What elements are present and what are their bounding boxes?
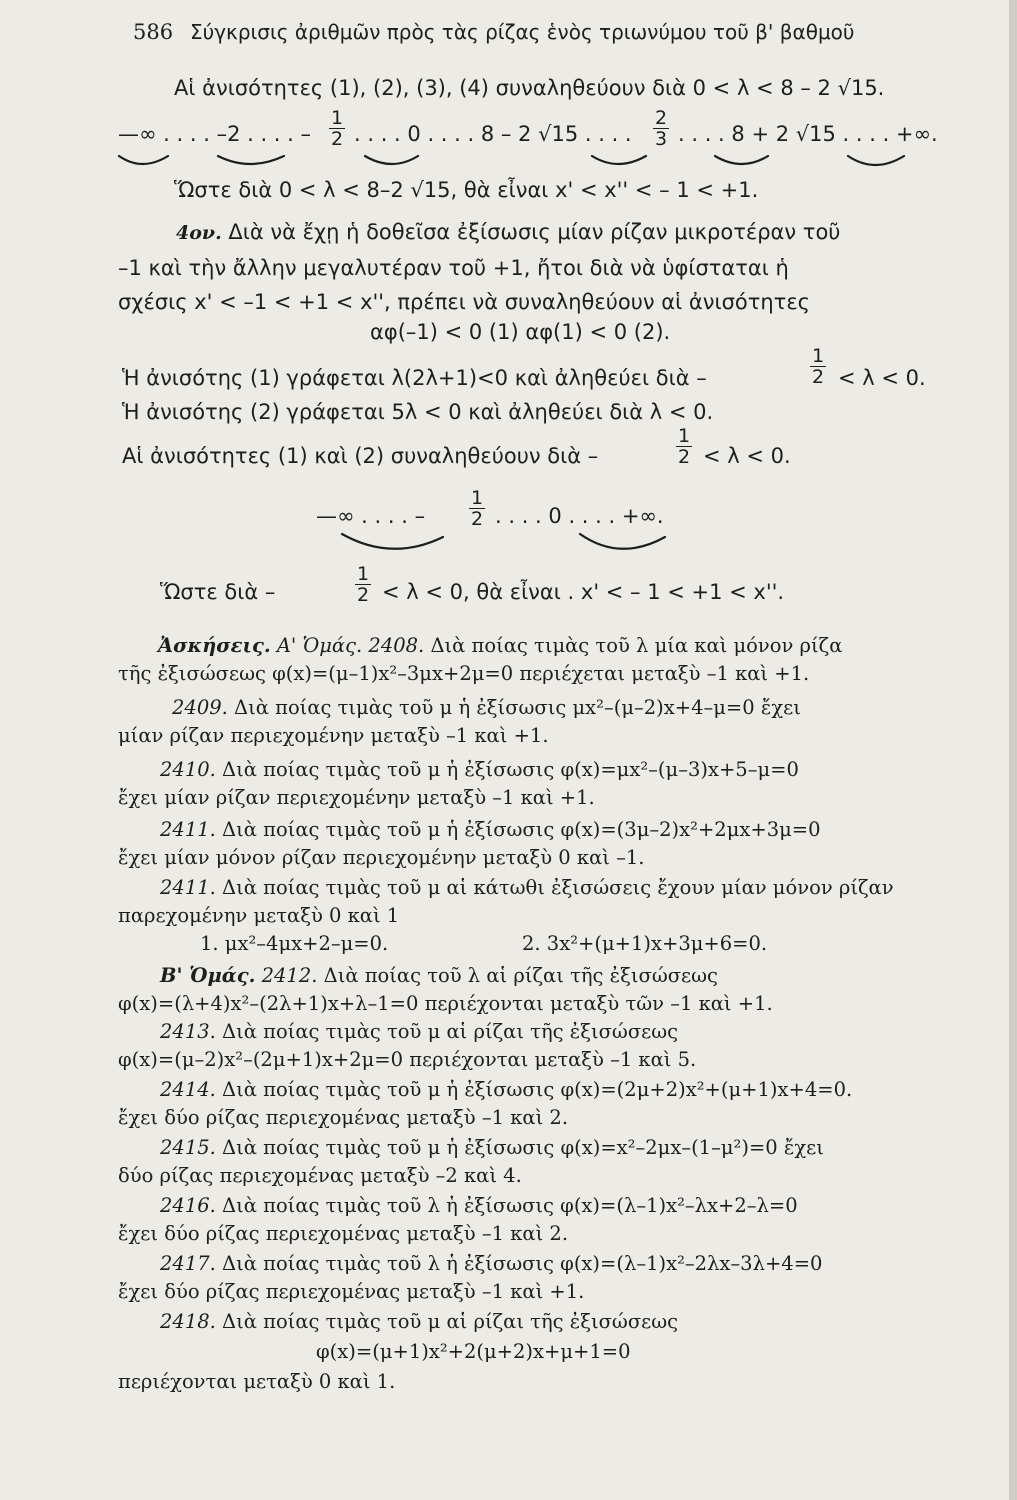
sub-equation-2: 2. 3x²+(μ+1)x+3μ+6=0. bbox=[522, 932, 768, 955]
both-ineq-end: < λ < 0. bbox=[703, 444, 791, 468]
exercise-text: φ(x)=(μ+1)x²+2(μ+2)x+μ+1=0 bbox=[316, 1340, 631, 1363]
exercise-text: Διὰ ποίας τιμὰς τοῦ μ ἡ ἐξίσωσις φ(x)=(2μ+2)x²+(μ+1)x+4=0. bbox=[222, 1078, 853, 1101]
axis-part-1: —∞ . . . . –2 . . . . – bbox=[118, 122, 312, 146]
exercise-number: 2414. bbox=[160, 1078, 216, 1101]
exercise-text: φ(x)=(μ–2)x²–(2μ+1)x+2μ=0 περιέχονται μεταξὺ –1 καὶ 5. bbox=[118, 1048, 697, 1071]
interval-brace bbox=[580, 534, 665, 549]
exercise-number: 2410. bbox=[160, 758, 216, 781]
exercise-number: 2411. bbox=[160, 876, 216, 899]
interval-brace bbox=[592, 156, 646, 164]
exercise-number: 2412. bbox=[261, 964, 318, 987]
interval-brace bbox=[218, 156, 284, 164]
ineq1-end: < λ < 0. bbox=[838, 366, 926, 390]
interval-brace bbox=[342, 534, 443, 549]
axis2-right: . . . . 0 . . . . +∞. bbox=[495, 504, 664, 528]
group-b-label: Β' Ὁμάς. bbox=[160, 964, 256, 987]
case3-line1: Αἱ ἀνισότητες (1), (2), (3), (4) συναληθεύουν διὰ 0 < λ < 8 – 2 √15. bbox=[174, 76, 885, 100]
ex-2417-wrap bbox=[160, 1252, 822, 1276]
case4-conditions: αφ(–1) < 0 (1) αφ(1) < 0 (2). bbox=[370, 320, 671, 344]
exercise-number: 2408. bbox=[368, 634, 425, 657]
fraction-numerator: 1 bbox=[678, 425, 691, 447]
axis-part-3: . . . . 8 + 2 √15 . . . . +∞. bbox=[678, 122, 938, 146]
ineq1-fraction bbox=[810, 346, 826, 387]
ex-2412-wrap bbox=[160, 964, 718, 988]
exercise-number: 2416. bbox=[160, 1194, 216, 1217]
fraction-numerator: 1 bbox=[331, 107, 344, 129]
exercise-text: Διὰ ποίας τιμὰς τοῦ μ ἡ ἐξίσωσις φ(x)=(3μ–2)x²+2μx+3μ=0 bbox=[222, 818, 821, 841]
exercise-text: παρεχομένην μεταξὺ 0 καὶ 1 bbox=[118, 904, 400, 927]
exercise-text: περιέχονται μεταξὺ 0 καὶ 1. bbox=[118, 1370, 396, 1393]
interval-brace bbox=[715, 156, 768, 164]
axis2-left: —∞ . . . . – bbox=[316, 504, 426, 528]
exercise-text: Διὰ ποίας τοῦ λ αἱ ρίζαι τῆς ἐξισώσεως bbox=[323, 964, 718, 987]
both-ineq-text: Αἱ ἀνισότητες (1) καὶ (2) συναληθεύουν διὰ – bbox=[122, 444, 599, 468]
fraction-numerator: 1 bbox=[812, 345, 825, 367]
ex-2418-wrap bbox=[160, 1310, 678, 1334]
ex-2415-wrap bbox=[160, 1136, 824, 1160]
group-a-label: Α' Ὁμάς. bbox=[276, 634, 363, 657]
ex-2411b-wrap bbox=[160, 876, 894, 900]
interval-brace bbox=[119, 156, 168, 164]
case4-conclusion-left: Ὥστε διὰ – bbox=[160, 580, 276, 604]
exercise-text: ἔχει δύο ρίζας περιεχομένας μεταξὺ –1 καὶ 2. bbox=[118, 1222, 569, 1245]
case4-line2: –1 καὶ τὴν ἄλλην μεγαλυτέραν τοῦ +1, ἤτοι διὰ νὰ ὑφίσταται ἡ bbox=[118, 256, 789, 280]
ineq2-text: Ἡ ἀνισότης (2) γράφεται 5λ < 0 καὶ ἀληθεύει διὰ λ < 0. bbox=[122, 400, 714, 424]
exercise-text: μίαν ρίζαν περιεχομένην μεταξὺ –1 καὶ +1. bbox=[118, 724, 549, 747]
exercise-number: 2415. bbox=[160, 1136, 216, 1159]
fraction-denominator: 3 bbox=[655, 128, 668, 150]
interval-brace bbox=[848, 156, 904, 165]
exercise-text: Διὰ ποίας τιμὰς τοῦ μ αἱ ρίζαι τῆς ἐξισώσεως bbox=[222, 1020, 679, 1043]
interval-brace bbox=[365, 156, 418, 164]
ineq1-text: Ἡ ἀνισότης (1) γράφεται λ(2λ+1)<0 καὶ ἀληθεύει διὰ – bbox=[122, 366, 707, 390]
case4-heading: 4ον. bbox=[176, 222, 222, 244]
case4-conclusion-right: < λ < 0, θὰ εἶναι . x' < – 1 < +1 < x''. bbox=[382, 580, 785, 604]
fraction-numerator: 2 bbox=[655, 107, 668, 129]
exercise-text: ἔχει δύο ρίζας περιεχομένας μεταξὺ –1 καὶ +1. bbox=[118, 1280, 585, 1303]
exercises-heading: Ἀσκήσεις. bbox=[158, 634, 271, 657]
ex-2413-wrap bbox=[160, 1020, 678, 1044]
exercise-text: Διὰ ποίας τιμὰς τοῦ λ ἡ ἐξίσωσις φ(x)=(λ–1)x²–2λx–3λ+4=0 bbox=[222, 1252, 823, 1275]
exercise-number: 2409. bbox=[172, 696, 228, 719]
exercise-number: 2411. bbox=[160, 818, 216, 841]
ex-2408-line1-wrap bbox=[158, 634, 842, 658]
axis-part-2: . . . . 0 . . . . 8 – 2 √15 . . . . bbox=[354, 122, 632, 146]
exercise-text: τῆς ἐξισώσεως φ(x)=(μ–1)x²–3μx+2μ=0 περιέχεται μεταξὺ –1 καὶ +1. bbox=[118, 662, 810, 685]
ex-2414-wrap bbox=[160, 1078, 852, 1102]
ex-2409-wrap bbox=[172, 696, 801, 720]
exercise-number: 2418. bbox=[160, 1310, 216, 1333]
ex-2416-wrap bbox=[160, 1194, 798, 1218]
exercise-text: ἔχει δύο ρίζας περιεχομένας μεταξὺ –1 καὶ 2. bbox=[118, 1106, 569, 1129]
exercise-text: δύο ρίζας περιεχομένας μεταξὺ –2 καὶ 4. bbox=[118, 1164, 522, 1187]
axis2-fraction bbox=[469, 488, 485, 529]
both-fraction bbox=[676, 426, 692, 467]
ex-2411-wrap bbox=[160, 818, 821, 842]
case4-line1-wrap bbox=[176, 220, 840, 245]
exercise-text: ἔχει μίαν ρίζαν περιεχομένην μεταξὺ –1 καὶ +1. bbox=[118, 786, 595, 809]
fraction-numerator: 1 bbox=[357, 563, 370, 585]
case4-line1: Διὰ νὰ ἔχῃ ἡ δοθεῖσα ἐξίσωσις μίαν ρίζαν μικροτέραν τοῦ bbox=[228, 220, 841, 244]
exercise-text: ἔχει μίαν μόνον ρίζαν περιεχομένην μεταξὺ 0 καὶ –1. bbox=[118, 846, 645, 869]
fraction-denominator: 2 bbox=[331, 128, 344, 150]
case3-conclusion: Ὥστε διὰ 0 < λ < 8–2 √15, θὰ εἶναι x' < x'' < – 1 < +1. bbox=[174, 178, 759, 202]
fraction-numerator: 1 bbox=[471, 487, 484, 509]
sub-equation-1: 1. μx²–4μx+2–μ=0. bbox=[200, 932, 389, 955]
exercise-text: Διὰ ποίας τιμὰς τοῦ μ ἡ ἐξίσωσις φ(x)=μx²–(μ–3)x+5–μ=0 bbox=[222, 758, 799, 781]
exercise-text: φ(x)=(λ+4)x²–(2λ+1)x+λ–1=0 περιέχονται μεταξὺ τῶν –1 καὶ +1. bbox=[118, 992, 773, 1015]
exercise-text: Διὰ ποίας τιμὰς τοῦ μ ἡ ἐξίσωσις φ(x)=x²–2μx–(1–μ²)=0 ἔχει bbox=[222, 1136, 824, 1159]
exercise-number: 2417. bbox=[160, 1252, 216, 1275]
fraction-denominator: 2 bbox=[678, 446, 691, 468]
case4-line3: σχέσις x' < –1 < +1 < x'', πρέπει νὰ συναληθεύουν αἱ ἀνισότητες bbox=[118, 290, 810, 314]
exercise-number: 2413. bbox=[160, 1020, 216, 1043]
ex-2410-wrap bbox=[160, 758, 799, 782]
fraction-denominator: 2 bbox=[357, 584, 370, 606]
running-title: Σύγκρισις ἀριθμῶν πρὸς τὰς ρίζας ἑνὸς τριωνύμου τοῦ β' βαθμοῦ bbox=[190, 20, 855, 44]
case4-conclusion-fraction bbox=[355, 564, 371, 605]
exercise-text: Διὰ ποίας τιμὰς τοῦ λ ἡ ἐξίσωσις φ(x)=(λ–1)x²–λx+2–λ=0 bbox=[222, 1194, 798, 1217]
exercise-text: Διὰ ποίας τιμὰς τοῦ λ μία καὶ μόνον ρίζα bbox=[430, 634, 843, 657]
exercise-text: Διὰ ποίας τιμὰς τοῦ μ αἱ ρίζαι τῆς ἐξισώσεως bbox=[222, 1310, 679, 1333]
exercise-text: Διὰ ποίας τιμὰς τοῦ μ ἡ ἐξίσωσις μx²–(μ–2)x+4–μ=0 ἔχει bbox=[234, 696, 801, 719]
page-number: 586 bbox=[133, 20, 174, 44]
fraction-denominator: 2 bbox=[812, 366, 825, 388]
exercise-text: Διὰ ποίας τιμὰς τοῦ μ αἱ κάτωθι ἐξισώσεις ἔχουν μίαν μόνον ρίζαν bbox=[222, 876, 894, 899]
fraction-denominator: 2 bbox=[471, 508, 484, 530]
